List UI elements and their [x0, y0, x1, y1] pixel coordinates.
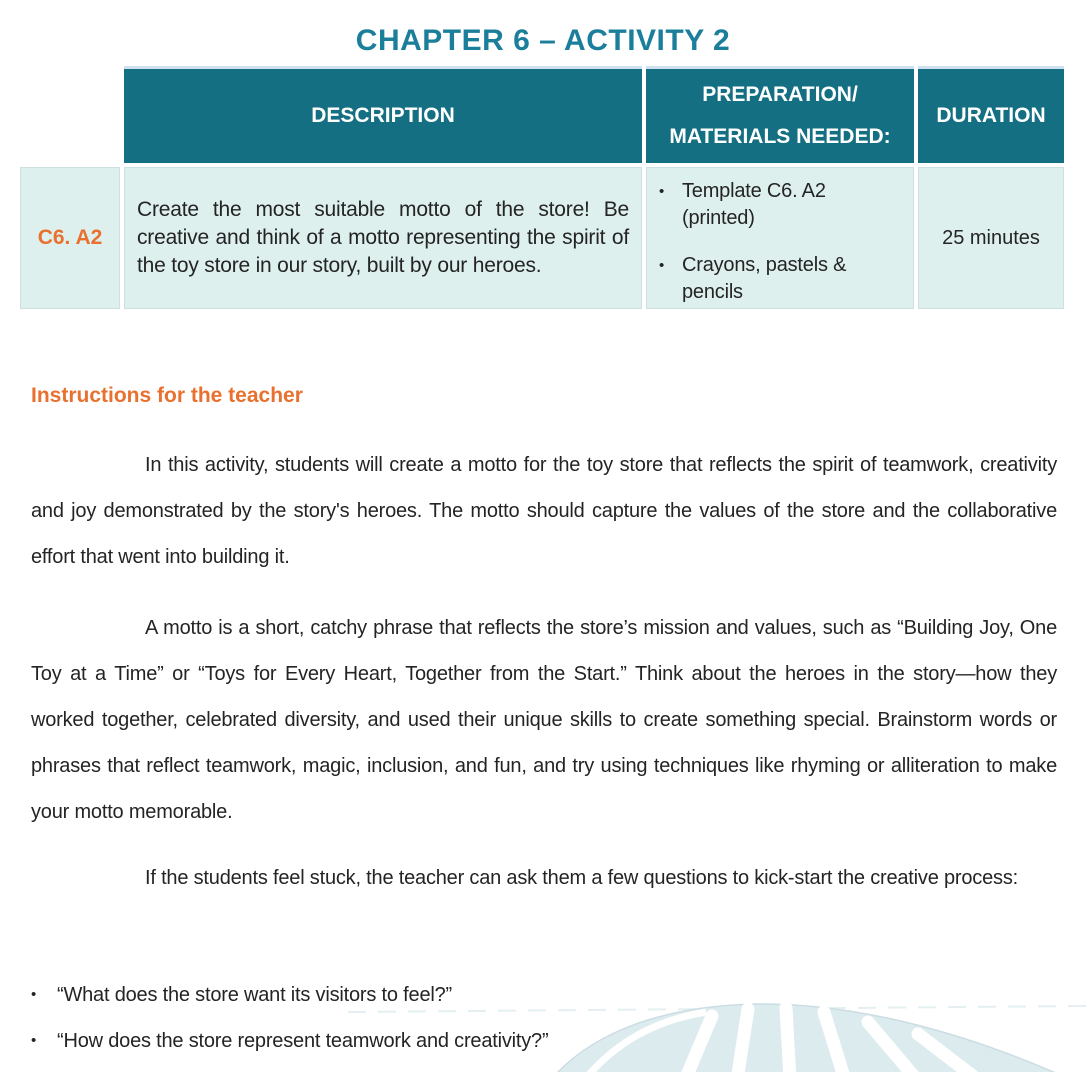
material-item	[659, 252, 901, 306]
material-item-text: Template C6. A2 (printed)	[682, 180, 826, 229]
activity-materials-cell	[646, 167, 914, 309]
instructions-paragraph: A motto is a short, catchy phrase that reflects the store’s mission and values, such as “Building Joy, One Toy at a Time” or “Toys for Every Heart, Together from the Start.” Think about the heroes in the story—how they worked together, celebrated diversity, and used their unique skills to create something special. Brainstorm words or phrases that reflect teamwork, magic, inclusion, and fun, and try using techniques like rhyming or alliteration to make your motto memorable.	[31, 617, 1057, 823]
instructions-paragraph: In this activity, students will create a motto for the toy store that reflects the spirit of teamwork, creativity and joy demonstrated by the story's heroes. The motto should capture the values of the store and the collaborative effort that went into building it.	[31, 454, 1057, 568]
activity-code: C6. A2	[37, 226, 103, 249]
kickstart-questions-list	[31, 972, 1057, 1064]
table-header-spacer	[20, 66, 120, 163]
question-item	[31, 1018, 1057, 1064]
question-text: “How does the store represent teamwork and creativity?”	[57, 1030, 549, 1052]
column-header-preparation-line2: MATERIALS NEEDED:	[669, 125, 891, 148]
activity-code-cell	[20, 167, 120, 309]
activity-duration-cell	[918, 167, 1064, 309]
activity-table	[20, 66, 1064, 309]
question-item	[31, 972, 1057, 1018]
bullet-icon: •	[659, 257, 665, 274]
material-item	[659, 178, 901, 232]
column-header-preparation-line1: PREPARATION/	[702, 83, 858, 106]
column-header-description	[124, 66, 642, 163]
bullet-icon: •	[31, 1032, 37, 1049]
column-header-preparation	[646, 66, 914, 163]
material-item-text: Crayons, pastels & pencils	[682, 254, 847, 303]
activity-duration: 25 minutes	[942, 226, 1040, 249]
activity-description-text: Create the most suitable motto of the store! Be creative and think of a motto representing the spirit of the toy store in our story, built by our heroes.	[137, 198, 629, 277]
column-header-duration	[918, 66, 1064, 163]
page-title: CHAPTER 6 – ACTIVITY 2	[355, 24, 731, 57]
column-header-duration-label: DURATION	[936, 104, 1046, 127]
instructions-heading: Instructions for the teacher	[31, 384, 303, 407]
bullet-icon: •	[659, 183, 665, 200]
column-header-description-label: DESCRIPTION	[311, 104, 455, 127]
question-text: “What does the store want its visitors to feel?”	[57, 984, 453, 1006]
activity-description-cell	[124, 167, 642, 309]
bullet-icon: •	[31, 986, 37, 1003]
instructions-paragraph: If the students feel stuck, the teacher can ask them a few questions to kick-start the creative process:	[145, 867, 1018, 889]
